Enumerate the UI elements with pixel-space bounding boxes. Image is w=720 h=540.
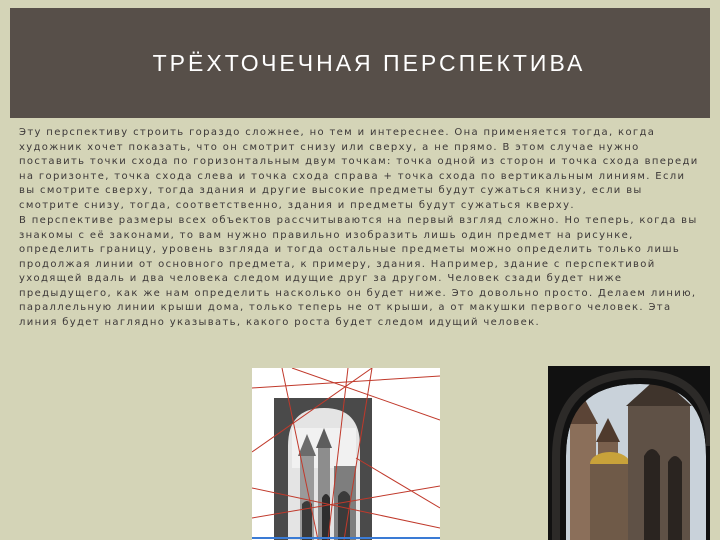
body-text bbox=[19, 126, 703, 331]
title-banner bbox=[10, 8, 710, 118]
paragraph-2: В перспективе размеры всех объектов рассчитываются на первый взгляд сложно. Но теперь, когда вы знакомы с её законами, то вам нужно правильно изобразить лишь один предмет на рисунке, определить границу, уровень взгляда и тогда остальные предметы можно определить только лишь продолжая линии от основного предмета, к примеру, здания. Например, здание с перспективой уходящей вдаль и два человека следом идущие друг за другом. Человек сзади будет ниже предыдущего, как же нам определить насколько он будет ниже. Это довольно просто. Делаем линию, параллельную линии крыши дома, только теперь не от крыши, а от макушки первого человек. Эта линия будет наглядно указывать, какого роста будет следом идущий человек. bbox=[19, 215, 698, 328]
perspective-construction-image bbox=[252, 368, 440, 540]
cathedral-arch-photo bbox=[548, 366, 710, 540]
paragraph-1: Эту перспективу строить гораздо сложнее, но тем и интереснее. Она применяется тогда, когда художник хочет показать, что он смотрит снизу или сверху, а не прямо. В этом случае нужно поставить точки схода по горизонтальным двум точкам: точка одной из сторон и точка схода впереди на горизонте, точка схода слева и точка схода справа + точка схода по вертикальным линиям. Если вы смотрите сверху, тогда здания и другие высокие предметы будут сужаться книзу, если вы смотрите снизу, тогда, соответственно, здания и предметы будут сужаться кверху. bbox=[19, 127, 699, 211]
slide-title: ТРЁХТОЧЕЧНАЯ ПЕРСПЕКТИВА bbox=[152, 49, 586, 76]
